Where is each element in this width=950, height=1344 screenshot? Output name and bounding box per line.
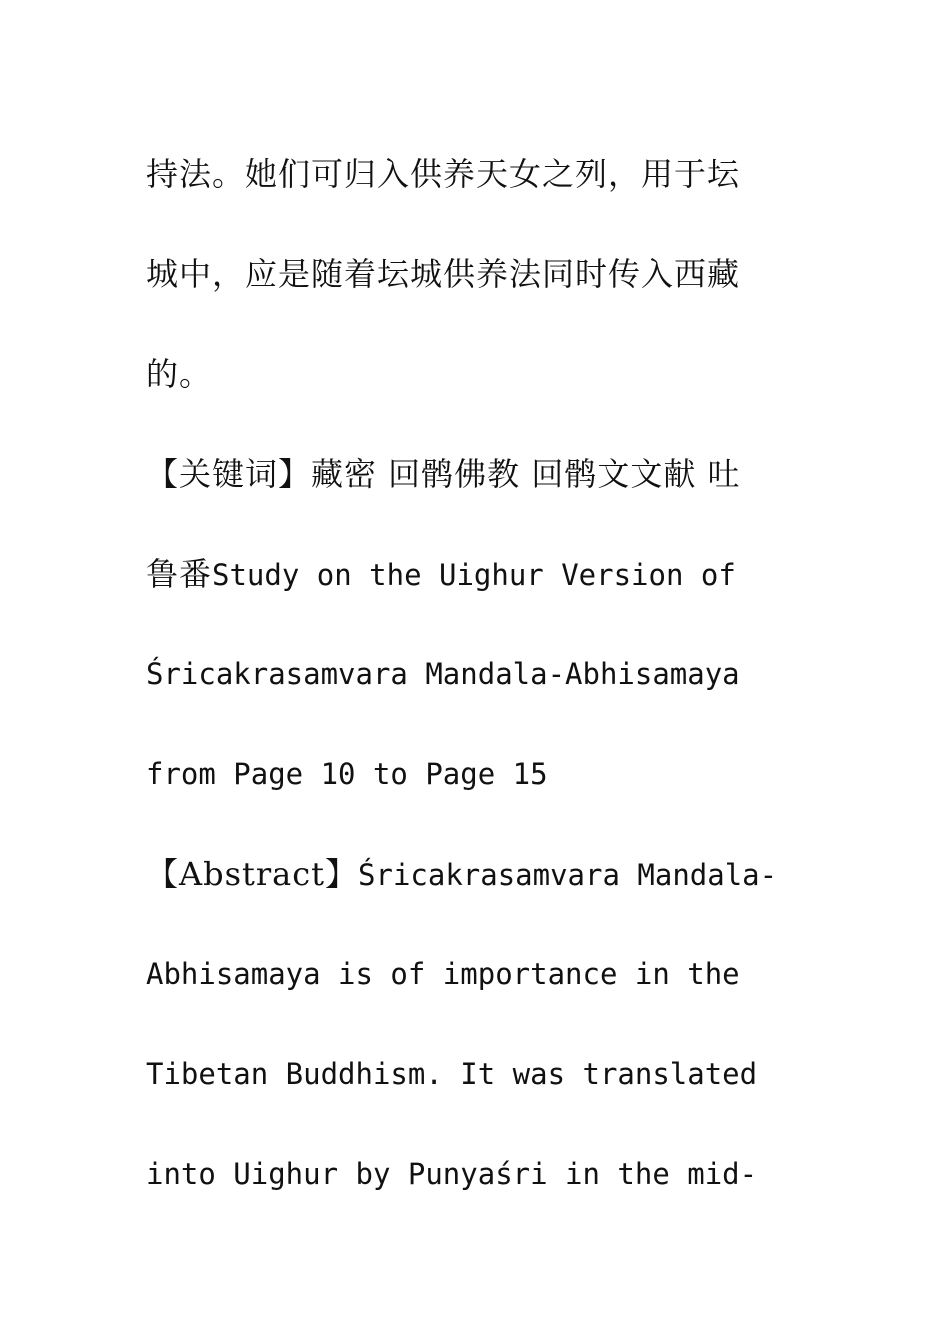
paragraph-line-1: 持法。她们可归入供养天女之列，用于坛	[146, 155, 741, 193]
abstract-line-4: into Uighur by Punyaśri in the mid-	[146, 1157, 758, 1191]
abstract-line-1	[146, 824, 826, 924]
page-range-line: from Page 10 to Page 15	[146, 757, 548, 791]
keyword-turpan: 鲁番	[146, 555, 213, 593]
abstract-label: 【Abstract】	[146, 855, 359, 893]
keywords-continuation-line	[146, 524, 826, 624]
english-title-start: Study on the Uighur Version of	[212, 558, 736, 592]
abstract-text-start: Śricakrasamvara Mandala-	[358, 858, 778, 892]
abstract-line-2: Abhisamaya is of importance in the	[146, 957, 740, 991]
paragraph-line-2: 城中，应是随着坛城供养法同时传入西藏	[146, 255, 741, 293]
english-title-line-2: Śricakrasamvara Mandala-Abhisamaya	[146, 657, 740, 691]
paragraph-line-3: 的。	[146, 355, 213, 393]
body-text	[146, 124, 826, 1224]
abstract-line-3: Tibetan Buddhism. It was translated	[146, 1057, 758, 1091]
keywords-line: 【关键词】藏密 回鹘佛教 回鹘文文献 吐	[146, 455, 741, 493]
